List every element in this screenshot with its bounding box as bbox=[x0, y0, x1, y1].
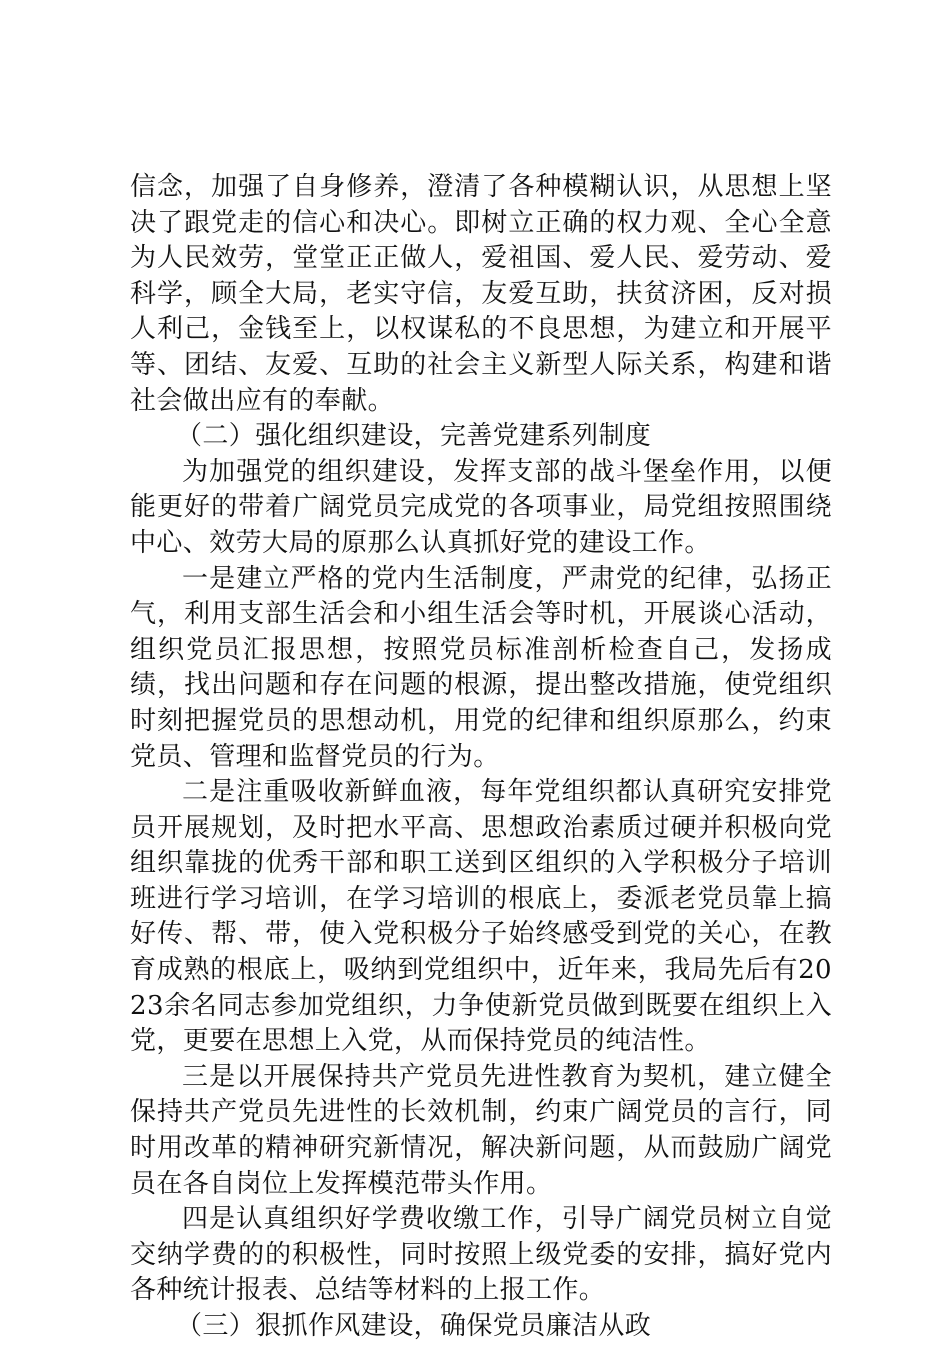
section-heading-2: （二）强化组织建设，完善党建系列制度 bbox=[176, 421, 652, 452]
document-body bbox=[130, 170, 832, 1345]
paragraph-org-building: 为加强党的组织建设，发挥支部的战斗堡垒作用，以便能更好的带着广阔党员完成党的各项事业，局党组按照围绕中心、效劳大局的原那么认真抓好党的建设工作。 bbox=[130, 456, 832, 558]
paragraph-point-one: 一是建立严格的党内生活制度，严肃党的纪律，弘扬正气，利用支部生活会和小组生活会等时机，开展谈心活动，组织党员汇报思想，按照党员标准剖析检查自己，发扬成绩，找出问题和存在问题的根源，提出整改措施，使党组织时刻把握党员的思想动机，用党的纪律和组织原那么，约束党员、管理和监督党员的行为。 bbox=[130, 563, 832, 772]
paragraph-point-four: 四是认真组织好学费收缴工作，引导广阔党员树立自觉交纳学费的的积极性，同时按照上级党委的安排，搞好党内各种统计报表、总结等材料的上报工作。 bbox=[130, 1204, 832, 1306]
section-heading-3: （三）狠抓作风建设，确保党员廉洁从政 bbox=[176, 1311, 652, 1341]
paragraph-point-three: 三是以开展保持共产党员先进性教育为契机，建立健全保持共产党员先进性的长效机制，约束广阔党员的言行，同时用改革的精神研究新情况，解决新问题，从而鼓励广阔党员在各自岗位上发挥模范带头作用。 bbox=[130, 1061, 832, 1199]
paragraph-continued: 信念，加强了自身修养，澄清了各种模糊认识，从思想上坚决了跟党走的信心和决心。即树立正确的权力观、全心全意为人民效劳，堂堂正正做人，爱祖国、爱人民、爱劳动、爱科学，顾全大局，老实守信，友爱互助，扶贫济困，反对损人利己，金钱至上，以权谋私的不良思想，为建立和开展平等、团结、友爱、互助的社会主义新型人际关系，构建和谐社会做出应有的奉献。 bbox=[130, 172, 832, 416]
paragraph-point-two: 二是注重吸收新鲜血液，每年党组织都认真研究安排党员开展规划，及时把水平高、思想政治素质过硬并积极向党组织靠拢的优秀干部和职工送到区组织的入学积极分子培训班进行学习培训，在学习培训的根底上，委派老党员靠上搞好传、帮、带，使入党积极分子始终感受到党的关心，在教育成熟的根底上，吸纳到党组织中，近年来，我局先后有2023余名同志参加党组织，力争使新党员做到既要在组织上入党，更要在思想上入党，从而保持党员的纯洁性。 bbox=[130, 777, 832, 1057]
